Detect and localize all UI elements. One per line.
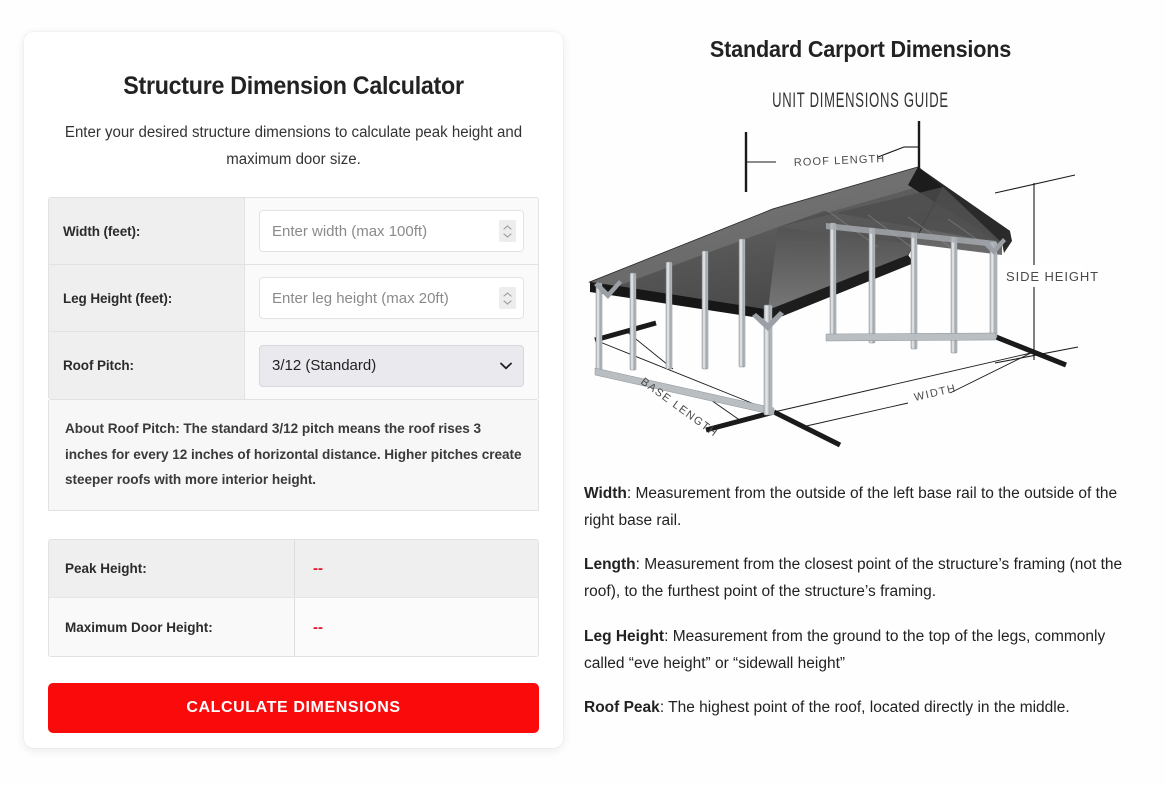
about-roof-pitch-note [48,400,539,511]
definition-roof-peak [584,694,1143,721]
definition-term: Length [584,556,636,574]
result-row-peak-height [49,540,538,598]
definition-term: Leg Height [584,627,665,645]
width-stepper[interactable] [499,220,516,242]
carport-structure [590,167,1012,415]
leg-height-label: Leg Height (feet): [49,265,245,331]
form-row-leg-height [49,265,538,332]
results-table [48,539,539,657]
width-input[interactable] [259,210,524,252]
carport-guide-panel [578,36,1143,721]
definitions-list [578,480,1143,721]
guide-subtitle: UNIT DIMENSIONS GUIDE [772,89,949,112]
carport-illustration-svg [578,115,1143,470]
result-row-max-door-height [49,598,538,656]
definition-length [584,551,1143,605]
max-door-height-value: -- [295,598,538,656]
input-form-table [48,197,539,400]
carport-diagram [578,115,1143,470]
leg-height-field-cell [245,265,538,331]
definition-term: Width [584,485,627,502]
chevron-up-icon [503,292,512,297]
page-title: Structure Dimension Calculator [123,72,464,100]
definition-text: : Measurement from the closest point of the structure’s framing (not the roof), to the furthest point of the structure’s framing. [584,556,1123,601]
roof-pitch-label: Roof Pitch: [49,332,245,399]
max-door-height-label: Maximum Door Height: [49,598,295,656]
peak-height-label: Peak Height: [49,540,295,597]
roof-pitch-select[interactable] [259,345,524,387]
side-height-label: SIDE HEIGHT [1006,269,1099,284]
calculator-subtitle: Enter your desired structure dimensions to calculate peak height and maximum door size. [64,124,523,169]
roof-pitch-field-cell [245,332,538,399]
base-length-label: BASE LENGTH [638,375,721,440]
definition-term: Roof Peak [584,698,660,716]
roof-length-label: ROOF LENGTH [793,153,886,169]
chevron-down-icon [503,233,512,238]
definition-text: : Measurement from the outside of the left base rail to the outside of the right base rail. [584,485,1118,530]
guide-title: Standard Carport Dimensions [709,36,1012,62]
form-row-roof-pitch [49,332,538,399]
definition-text: : Measurement from the ground to the top of the legs, commonly called “eve height” or “sidewall height” [584,627,1106,672]
about-roof-pitch-text: About Roof Pitch: The standard 3/12 pitch means the roof rises 3 inches for every 12 inches of horizontal distance. Higher pitches create steeper roofs with more interior height. [65,421,522,488]
definition-text: : The highest point of the roof, located directly in the middle. [659,698,1070,716]
width-label: WIDTH [912,382,958,404]
calculator-card [24,32,563,748]
form-row-width [49,198,538,265]
definition-leg-height [584,623,1143,677]
calculate-dimensions-button[interactable]: CALCULATE DIMENSIONS [48,683,539,733]
chevron-down-icon [503,300,512,305]
width-label: Width (feet): [49,198,245,264]
peak-height-value: -- [295,540,538,597]
definition-width [584,480,1143,534]
width-field-cell [245,198,538,264]
leg-height-input[interactable] [259,277,524,319]
chevron-up-icon [503,225,512,230]
leg-height-stepper[interactable] [499,287,516,309]
